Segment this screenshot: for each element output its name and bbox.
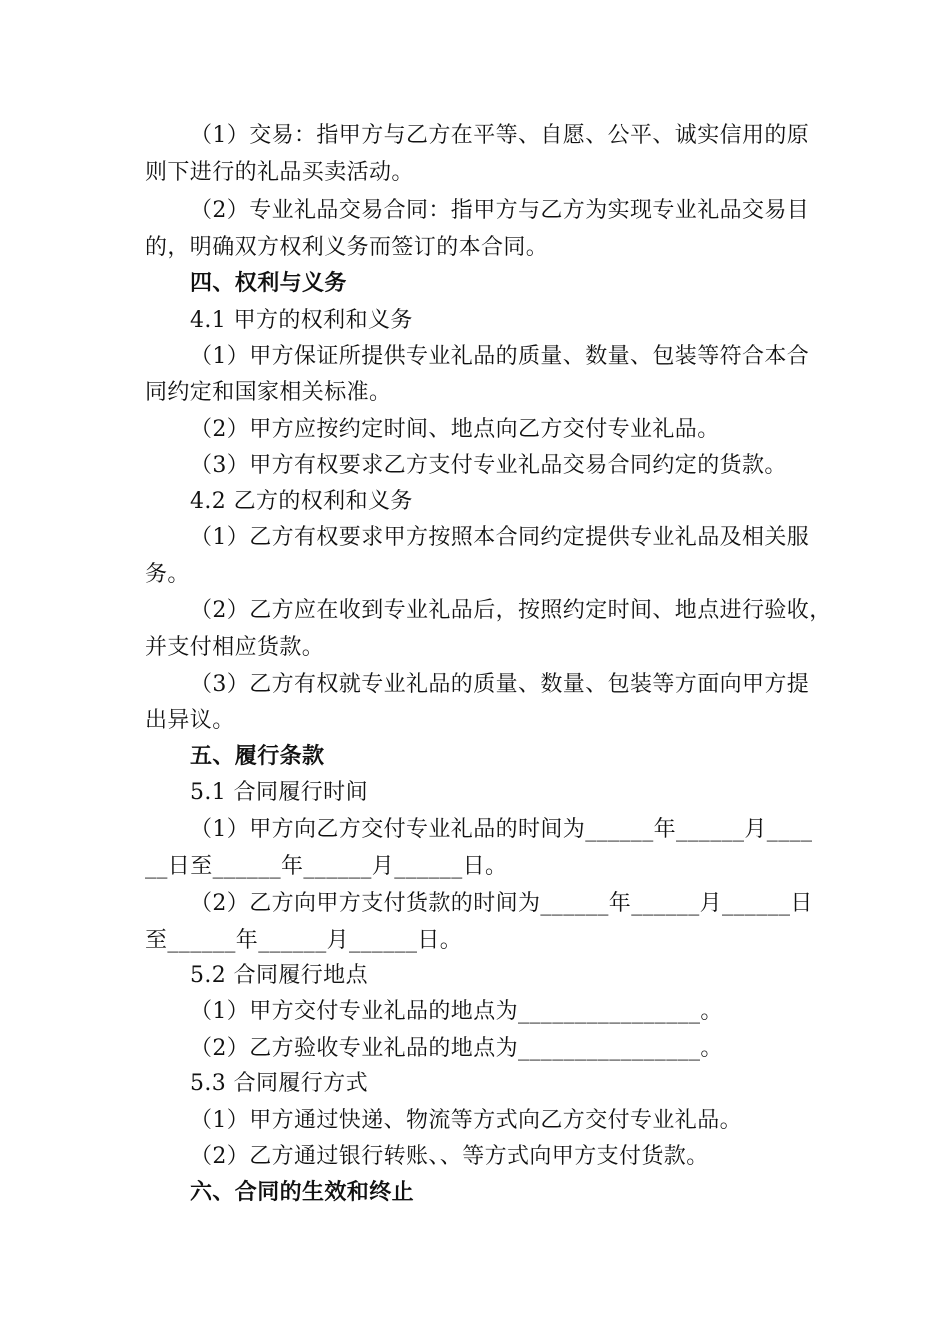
subsection-heading: 4.1 甲方的权利和义务 <box>190 308 413 333</box>
paragraph-line: （2）乙方应在收到专业礼品后，按照约定时间、地点进行验收， <box>190 598 832 623</box>
paragraph-line: （1）乙方有权要求甲方按照本合同约定提供专业礼品及相关服 <box>190 525 810 550</box>
section-heading: 六、合同的生效和终止 <box>190 1180 415 1205</box>
paragraph-line: （2）乙方验收专业礼品的地点为________________。 <box>190 1036 723 1061</box>
paragraph-line: （1）甲方保证所提供专业礼品的质量、数量、包装等符合本合 <box>190 344 810 369</box>
paragraph-line: （2）甲方应按约定时间、地点向乙方交付专业礼品。 <box>190 417 720 442</box>
paragraph-line: （1）甲方交付专业礼品的地点为________________。 <box>190 999 723 1024</box>
paragraph-line: （2）乙方通过银行转账、、等方式向甲方支付货款。 <box>190 1144 709 1169</box>
paragraph-line: __日至______年______月______日。 <box>145 854 508 879</box>
subsection-heading: 5.2 合同履行地点 <box>190 963 368 988</box>
paragraph-line: （1）甲方通过快递、物流等方式向乙方交付专业礼品。 <box>190 1108 742 1133</box>
paragraph-line: 务。 <box>145 562 190 587</box>
section-heading: 五、履行条款 <box>190 744 325 769</box>
paragraph-line: 同约定和国家相关标准。 <box>145 380 392 405</box>
paragraph-line: 至______年______月______日。 <box>145 928 463 953</box>
paragraph-line: （3）甲方有权要求乙方支付专业礼品交易合同约定的货款。 <box>190 453 787 478</box>
paragraph-line: （1）甲方向乙方交付专业礼品的时间为______年______月____ <box>190 817 813 842</box>
paragraph-line: 并支付相应货款。 <box>145 635 325 660</box>
paragraph-line: （2）专业礼品交易合同：指甲方与乙方为实现专业礼品交易目 <box>190 198 810 223</box>
subsection-heading: 4.2 乙方的权利和义务 <box>190 489 413 514</box>
paragraph-line: （3）乙方有权就专业礼品的质量、数量、包装等方面向甲方提 <box>190 672 810 697</box>
subsection-heading: 5.1 合同履行时间 <box>190 780 368 805</box>
paragraph-line: 出异议。 <box>145 708 235 733</box>
paragraph-line: （1）交易：指甲方与乙方在平等、自愿、公平、诚实信用的原 <box>190 123 810 148</box>
paragraph-line: 的，明确双方权利义务而签订的本合同。 <box>145 235 549 260</box>
subsection-heading: 5.3 合同履行方式 <box>190 1071 368 1096</box>
section-heading: 四、权利与义务 <box>190 271 347 296</box>
paragraph-line: 则下进行的礼品买卖活动。 <box>145 160 414 185</box>
paragraph-line: （2）乙方向甲方支付货款的时间为______年______月______日 <box>190 891 813 916</box>
